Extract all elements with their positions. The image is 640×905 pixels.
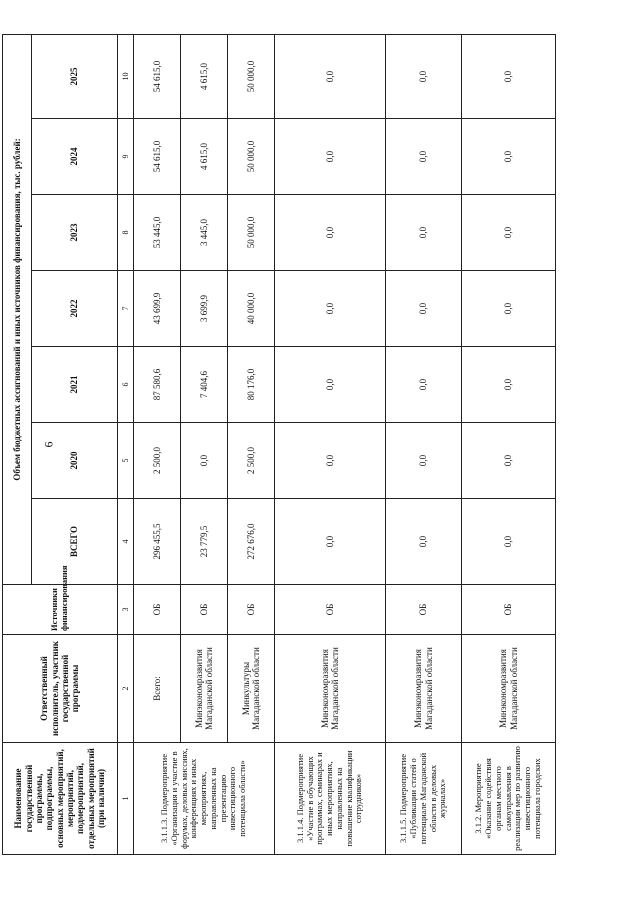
row-name: 3.1.1.3. Подмероприятие «Организация и участие в форумах, деловых миссиях, конференциях и иных мероприятиях, направленных на презентацию инвестиционного потенциала области» <box>134 743 275 855</box>
header-year: 2022 <box>31 271 117 347</box>
table-row <box>274 34 385 854</box>
header-year: 2024 <box>31 119 117 195</box>
value-cell: 0,0 <box>462 34 556 118</box>
row-source: ОБ <box>134 585 181 635</box>
row-source: ОБ <box>274 585 385 635</box>
value-cell: 0,0 <box>462 347 556 423</box>
value-cell: 0,0 <box>462 195 556 271</box>
value-cell: 0,0 <box>462 423 556 499</box>
column-index: 3 <box>117 585 133 635</box>
table-row <box>181 34 228 854</box>
value-cell: 0,0 <box>274 195 385 271</box>
header-volume: Объем бюджетных ассигнований и иных источников финансирования, тыс. рублей: <box>3 34 32 584</box>
value-cell: 2 500,0 <box>134 423 181 499</box>
value-cell: 4 615,0 <box>181 119 228 195</box>
row-source: ОБ <box>227 585 274 635</box>
value-cell: 0,0 <box>274 499 385 585</box>
value-cell: 0,0 <box>462 499 556 585</box>
header-name: Наименование государственной программы, подпрограммы, основных мероприятий, мероприятий, подмероприятий, отдельных мероприятий (при наличии) <box>3 743 118 855</box>
value-cell: 23 779,5 <box>181 499 228 585</box>
table-row <box>227 34 274 854</box>
value-cell: 0,0 <box>462 271 556 347</box>
value-cell: 272 676,0 <box>227 499 274 585</box>
value-cell: 0,0 <box>386 347 462 423</box>
header-year: 2025 <box>31 34 117 118</box>
value-cell: 7 404,6 <box>181 347 228 423</box>
column-index: 9 <box>117 119 133 195</box>
value-cell: 80 176,0 <box>227 347 274 423</box>
table-row <box>462 34 556 854</box>
budget-table <box>2 34 556 855</box>
value-cell: 0,0 <box>386 119 462 195</box>
row-responsible: Всего: <box>134 635 181 743</box>
header-year: 2023 <box>31 195 117 271</box>
row-source: ОБ <box>181 585 228 635</box>
value-cell: 50 000,0 <box>227 34 274 118</box>
header-year: 2020 <box>31 423 117 499</box>
value-cell: 53 445,0 <box>134 195 181 271</box>
row-responsible: Минэкономразвития Магаданской области <box>181 635 228 743</box>
row-responsible: Минэкономразвития Магаданской области <box>274 635 385 743</box>
value-cell: 87 580,6 <box>134 347 181 423</box>
value-cell: 0,0 <box>386 423 462 499</box>
value-cell: 296 455,5 <box>134 499 181 585</box>
row-responsible: Минэкономразвития Магаданской области <box>462 635 556 743</box>
column-index: 8 <box>117 195 133 271</box>
column-index: 4 <box>117 499 133 585</box>
column-index: 1 <box>117 743 133 855</box>
column-index: 10 <box>117 34 133 118</box>
header-responsible: Ответственный исполнитель, участник государственной программы <box>3 635 118 743</box>
value-cell: 4 615,0 <box>181 34 228 118</box>
table-row <box>386 34 462 854</box>
column-index: 6 <box>117 347 133 423</box>
row-responsible: Минкультуры Магаданской области <box>227 635 274 743</box>
value-cell: 54 615,0 <box>134 119 181 195</box>
page-number: 6 <box>41 441 56 448</box>
value-cell: 0,0 <box>386 271 462 347</box>
value-cell: 0,0 <box>462 119 556 195</box>
value-cell: 54 615,0 <box>134 34 181 118</box>
value-cell: 0,0 <box>274 423 385 499</box>
row-source: ОБ <box>462 585 556 635</box>
row-responsible: Минэкономразвития Магаданской области <box>386 635 462 743</box>
value-cell: 2 500,0 <box>227 423 274 499</box>
column-index: 5 <box>117 423 133 499</box>
value-cell: 0,0 <box>386 499 462 585</box>
column-index: 7 <box>117 271 133 347</box>
column-index: 2 <box>117 635 133 743</box>
value-cell: 43 699,9 <box>134 271 181 347</box>
value-cell: 0,0 <box>274 347 385 423</box>
value-cell: 0,0 <box>274 119 385 195</box>
row-name: 3.1.1.5. Подмероприятие «Публикации статей о потенциале Магаданской области в деловых журналах» <box>386 743 462 855</box>
value-cell: 0,0 <box>274 34 385 118</box>
value-cell: 50 000,0 <box>227 119 274 195</box>
row-source: ОБ <box>386 585 462 635</box>
row-name: 3.1.1.4. Подмероприятие «Участие в обучающих программах, семинарах и иных мероприятиях, направленных на повышение квалификации сотрудников» <box>274 743 385 855</box>
header-total: ВСЕГО <box>31 499 117 585</box>
value-cell: 0,0 <box>386 34 462 118</box>
header-year: 2021 <box>31 347 117 423</box>
rotated-table-container <box>2 35 556 855</box>
value-cell: 0,0 <box>386 195 462 271</box>
value-cell: 3 445,0 <box>181 195 228 271</box>
value-cell: 50 000,0 <box>227 195 274 271</box>
row-name: 3.1.2. Мероприятие «Оказание содействия органам местного самоуправления в реализации мер по развитию инвестиционного потенциала городских <box>462 743 556 855</box>
header-source: Источники финансирования <box>3 585 118 635</box>
value-cell: 40 000,0 <box>227 271 274 347</box>
value-cell: 0,0 <box>274 271 385 347</box>
table-row <box>134 34 181 854</box>
value-cell: 0,0 <box>181 423 228 499</box>
value-cell: 3 699,9 <box>181 271 228 347</box>
